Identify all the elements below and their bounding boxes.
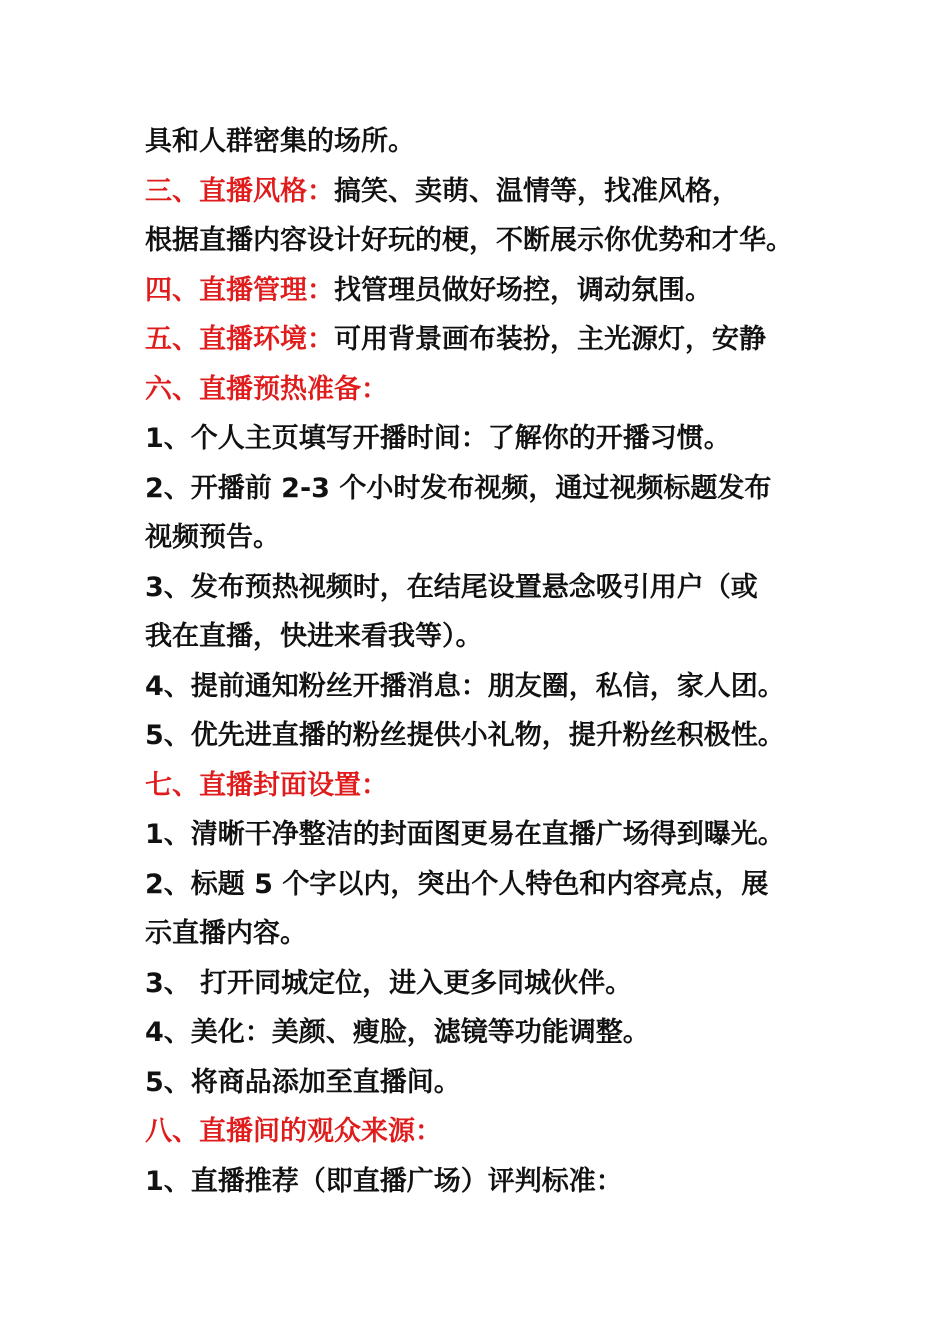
body-text: 示直播内容。	[145, 918, 307, 949]
text-line	[145, 1107, 835, 1157]
body-text: 2、标题 5 个字以内，突出个人特色和内容亮点，展	[145, 868, 769, 900]
section-heading: 四、直播管理：	[145, 274, 334, 306]
body-text: 5、将商品添加至直播间。	[145, 1066, 461, 1098]
section-heading: 六、直播预热准备：	[145, 373, 388, 405]
body-text: 3、 打开同城定位，进入更多同城伙伴。	[145, 967, 633, 999]
text-line	[145, 711, 835, 761]
body-text: 1、个人主页填写开播时间：了解你的开播习惯。	[145, 423, 731, 454]
body-text: 具和人群密集的场所。	[145, 126, 415, 157]
text-line	[145, 266, 835, 316]
body-text: 2、开播前 2-3 个小时发布视频，通过视频标题发布	[145, 472, 772, 504]
body-text: 可用背景画布装扮，主光源灯，安静	[334, 324, 766, 355]
text-line	[145, 1008, 835, 1058]
body-text: 根据直播内容设计好玩的梗，不断展示你优势和才华。	[145, 225, 793, 256]
text-line	[145, 513, 835, 563]
body-text: 4、美化：美颜、瘦脸，滤镜等功能调整。	[145, 1017, 650, 1048]
body-text: 5、优先进直播的粉丝提供小礼物，提升粉丝积极性。	[145, 720, 785, 751]
section-heading: 七、直播封面设置：	[145, 769, 388, 801]
text-line	[145, 117, 835, 167]
text-line	[145, 761, 835, 811]
body-text: 4、提前通知粉丝开播消息：朋友圈，私信，家人团。	[145, 670, 785, 702]
text-line	[145, 365, 835, 415]
text-line	[145, 414, 835, 464]
text-line	[145, 1058, 835, 1108]
text-line	[145, 810, 835, 860]
section-heading: 五、直播环境：	[145, 324, 334, 355]
body-text: 1、清晰干净整洁的封面图更易在直播广场得到曝光。	[145, 819, 785, 850]
body-text: 搞笑、卖萌、温情等，找准风格，	[334, 175, 739, 207]
body-text: 3、发布预热视频时，在结尾设置悬念吸引用户（或	[145, 571, 758, 603]
text-line	[145, 315, 835, 365]
section-heading: 八、直播间的观众来源：	[145, 1116, 442, 1147]
text-line	[145, 464, 835, 514]
body-text: 找管理员做好场控，调动氛围。	[334, 274, 712, 306]
text-line	[145, 1157, 835, 1207]
section-heading: 三、直播风格：	[145, 175, 334, 207]
body-text: 视频预告。	[145, 522, 280, 553]
body-text: 我在直播，快进来看我等）。	[145, 621, 483, 652]
text-line	[145, 959, 835, 1009]
text-line	[145, 612, 835, 662]
text-line	[145, 563, 835, 613]
text-line	[145, 167, 835, 217]
document-page	[145, 117, 835, 1206]
text-line	[145, 662, 835, 712]
text-line	[145, 860, 835, 910]
text-line	[145, 216, 835, 266]
text-line	[145, 909, 835, 959]
body-text: 1、直播推荐（即直播广场）评判标准：	[145, 1165, 623, 1197]
